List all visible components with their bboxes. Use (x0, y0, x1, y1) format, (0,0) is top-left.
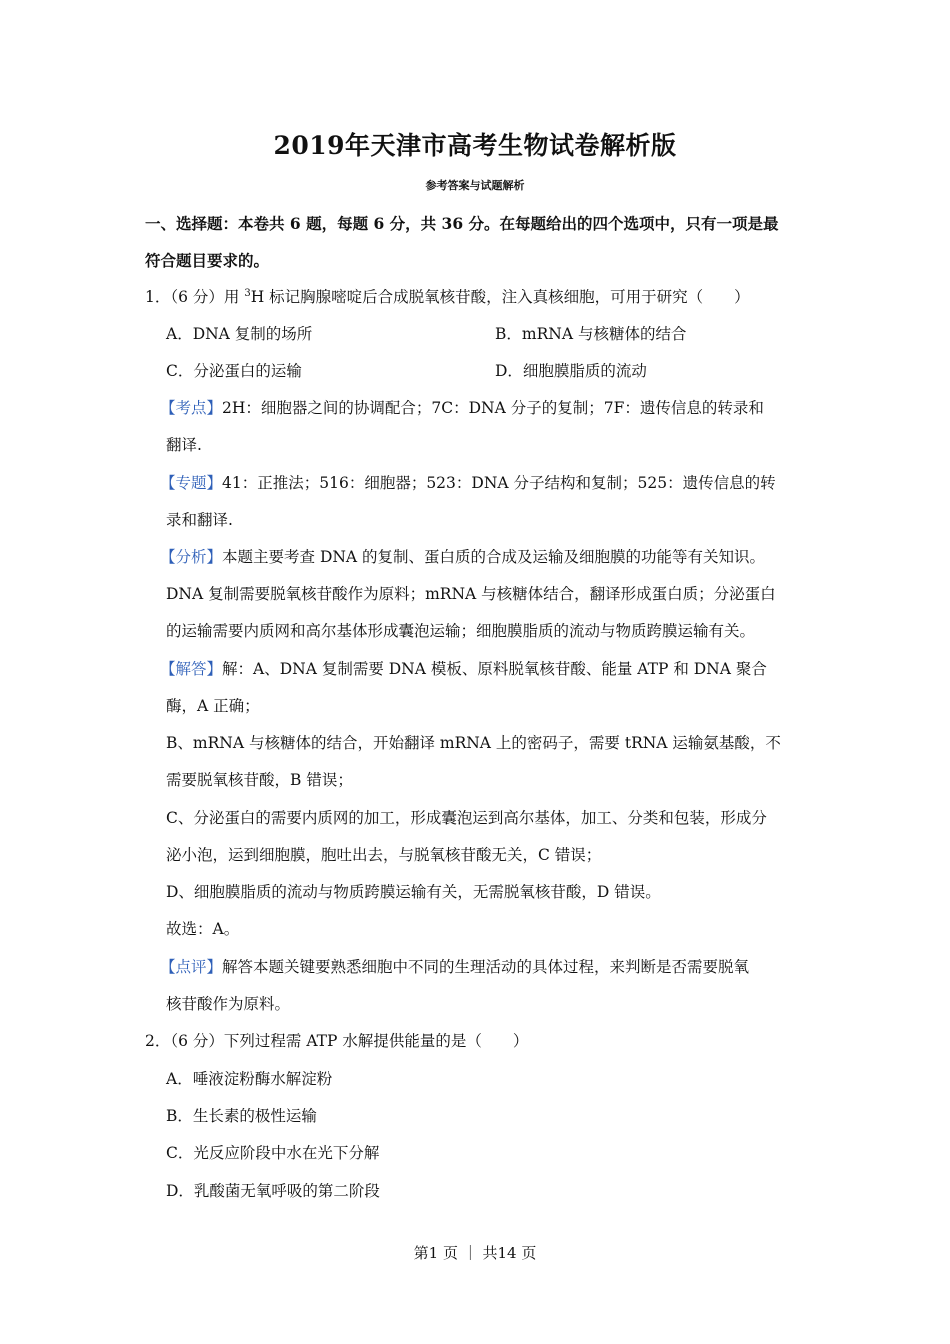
jieda-tag: 【解答】 (160, 660, 223, 678)
q1-option-c: C．分泌蛋白的运输 (166, 362, 302, 380)
q1-stem: 1．（6 分）用 $^3$H 标记胸腺嘧啶后合成脱氧核苷酸，注入真核细胞，可用于研究（ ） (145, 287, 750, 306)
q1-kaodian-cont: 翻译. (166, 436, 202, 454)
q1-fenxi-2: DNA 复制需要脱氧核苷酸作为原料；mRNA 与核糖体结合，翻译形成蛋白质；分泌蛋白 (166, 585, 776, 603)
q1-dianping: 【点评】解答本题关键要熟悉细胞中不同的生理活动的具体过程，来判断是否需要脱氧 (160, 958, 750, 976)
zhuanti-tag: 【专题】 (160, 474, 223, 492)
dianping-tag: 【点评】 (160, 958, 223, 976)
q1-jieda-3: B、mRNA 与核糖体的结合，开始翻译 mRNA 上的密码子，需要 tRNA 运输氨基酸，不 (166, 734, 781, 752)
q2-option-c: C．光反应阶段中水在光下分解 (166, 1144, 380, 1162)
q2-option-a: A．唾液淀粉酶水解淀粉 (166, 1070, 333, 1088)
q1-fenxi-3: 的运输需要内质网和高尔基体形成囊泡运输；细胞膜脂质的流动与物质跨膜运输有关。 (166, 622, 756, 640)
q2-option-b: B．生长素的极性运输 (166, 1107, 317, 1125)
q1-jieda: 【解答】解：A、DNA 复制需要 DNA 模板、原料脱氧核苷酸、能量 ATP 和 DNA 聚合 (160, 660, 767, 678)
q1-jieda-4: 需要脱氧核苷酸，B 错误； (166, 771, 353, 789)
kaodian-tag: 【考点】 (160, 399, 223, 417)
page-subtitle: 参考答案与试题解析 (425, 179, 525, 192)
q1-jieda-6: 泌小泡，运到细胞膜，胞吐出去，与脱氧核苷酸无关，C 错误； (166, 846, 602, 864)
page-title: 2019年天津市高考生物试卷解析版 (273, 131, 677, 160)
q1-jieda-5: C、分泌蛋白的需要内质网的加工，形成囊泡运到高尔基体，加工、分类和包装，形成分 (166, 809, 767, 827)
q1-fenxi: 【分析】本题主要考查 DNA 的复制、蛋白质的合成及运输及细胞膜的功能等有关知识。 (160, 548, 766, 566)
q1-option-b: B．mRNA 与核糖体的结合 (495, 325, 687, 343)
q1-jieda-2: 酶，A 正确； (166, 697, 260, 715)
q2-option-d: D．乳酸菌无氧呼吸的第二阶段 (166, 1182, 380, 1200)
q1-kaodian: 【考点】2H：细胞器之间的协调配合；7C：DNA 分子的复制；7F：遗传信息的转录和 (160, 399, 764, 417)
q1-jieda-7: D、细胞膜脂质的流动与物质跨膜运输有关，无需脱氧核苷酸，D 错误。 (166, 883, 661, 901)
section-heading-line2: 符合题目要求的。 (145, 251, 270, 270)
q1-dianping-2: 核苷酸作为原料。 (166, 995, 291, 1013)
q2-stem: 2．（6 分）下列过程需 ATP 水解提供能量的是（ ） (145, 1032, 529, 1050)
q1-answer: 故选：A。 (166, 920, 240, 938)
q1-zhuanti: 【专题】41：正推法；516：细胞器；523：DNA 分子结构和复制；525：遗传信息的转 (160, 474, 776, 492)
q1-option-d: D．细胞膜脂质的流动 (495, 362, 647, 380)
q1-zhuanti-cont: 录和翻译. (166, 511, 233, 529)
section-heading-line1: 一、选择题：本卷共 6 题，每题 6 分，共 36 分。在每题给出的四个选项中，只有一项是最 (145, 214, 779, 233)
fenxi-tag: 【分析】 (160, 548, 223, 566)
q1-option-a: A．DNA 复制的场所 (166, 325, 313, 343)
page-footer: 第1 页 ｜ 共14 页 (413, 1244, 537, 1262)
